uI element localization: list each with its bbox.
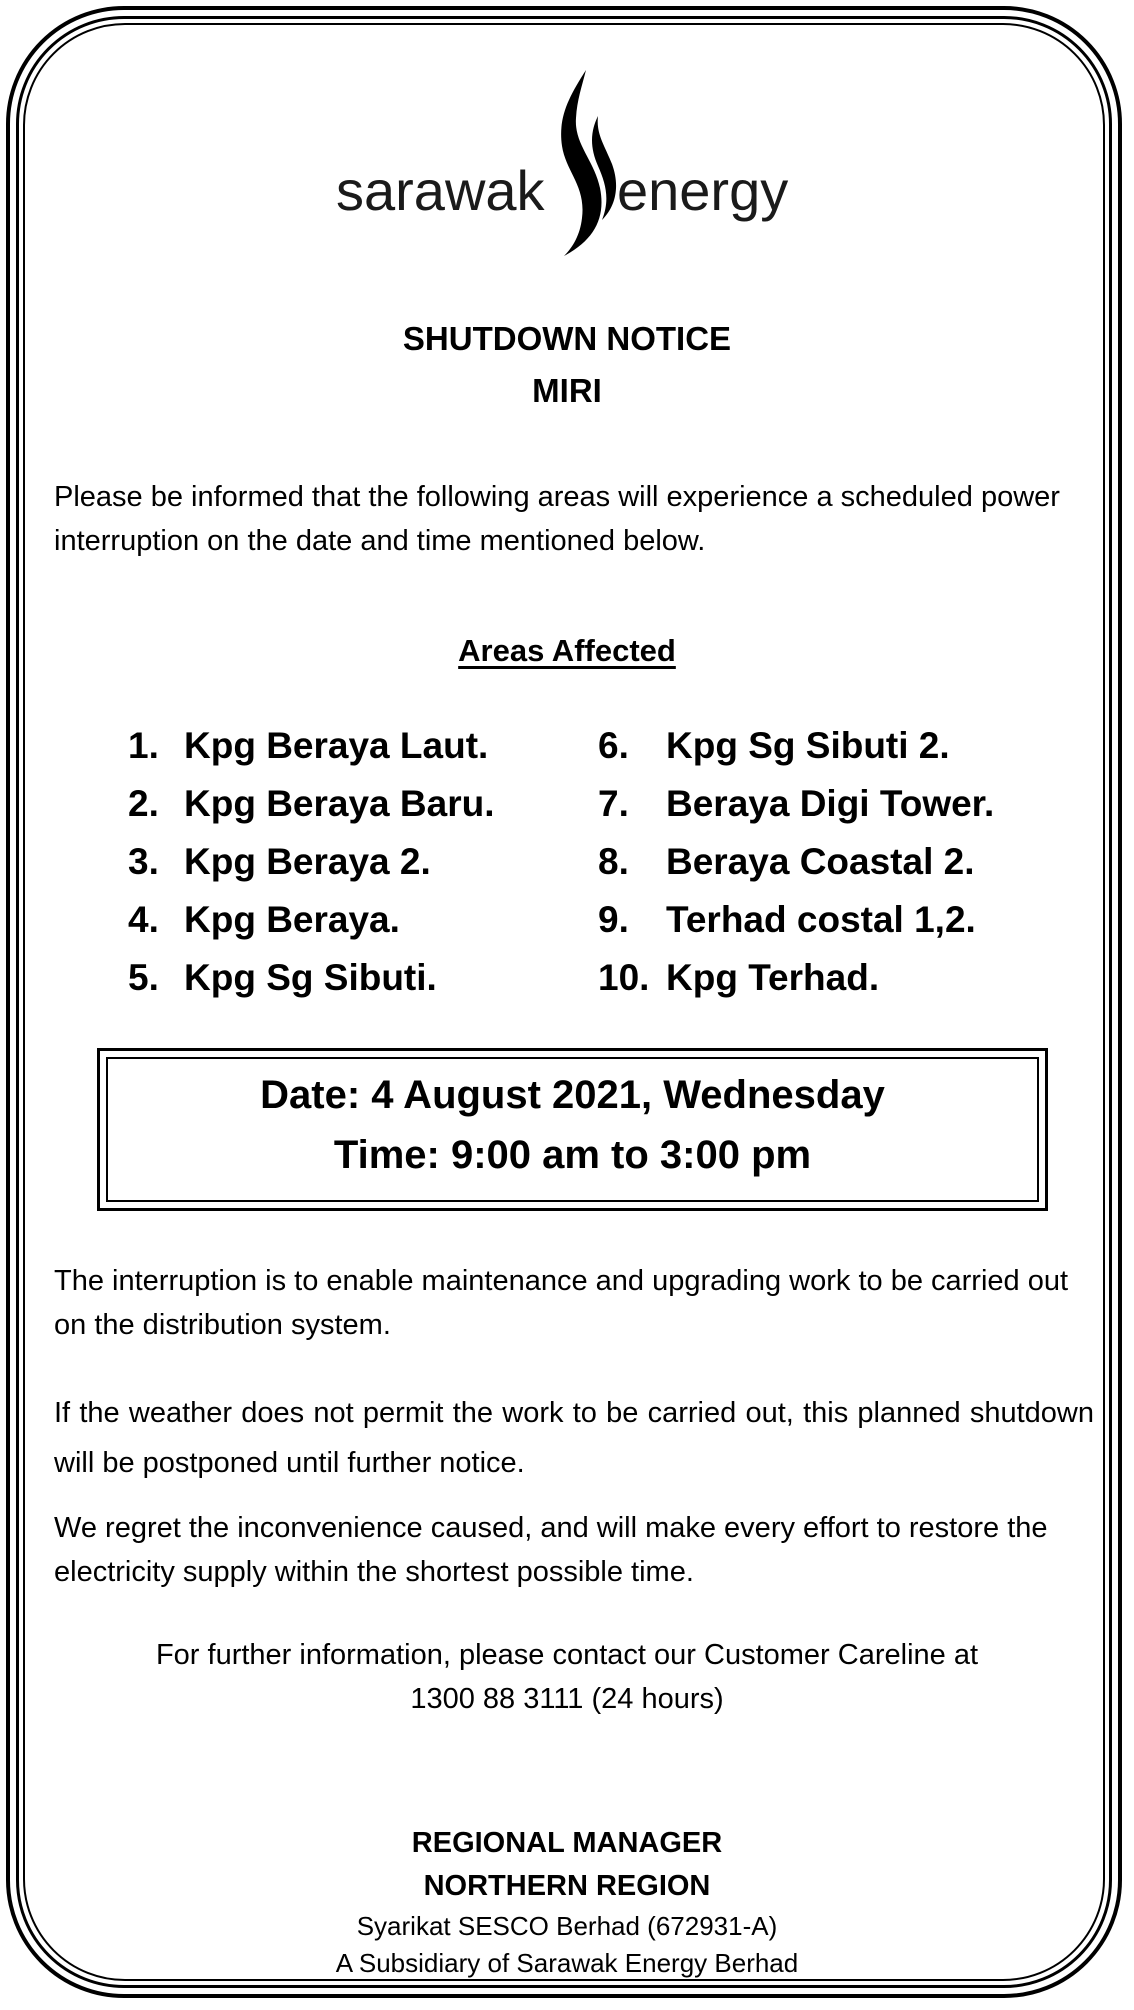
sarawak-energy-logo <box>0 68 1134 258</box>
notice-title: SHUTDOWN NOTICE <box>402 320 732 357</box>
list-item <box>128 833 495 891</box>
list-item <box>128 949 495 1007</box>
list-item <box>128 717 495 775</box>
schedule-box <box>97 1048 1048 1211</box>
area-number: 3. <box>128 841 159 882</box>
weather-paragraph: If the weather does not permit the work to be carried out, this planned shutdown will be postponed until further notice. <box>54 1397 1094 1479</box>
notice-location: MIRI <box>532 372 602 409</box>
area-name: Kpg Beraya Baru. <box>184 783 495 824</box>
notice-title-block <box>0 313 1134 417</box>
regret-paragraph: We regret the inconvenience caused, and will make every effort to restore the electricity supply within the shortest possible time. <box>54 1512 1048 1588</box>
area-name: Kpg Beraya 2. <box>184 841 431 882</box>
area-number: 8. <box>598 841 629 882</box>
signoff-company: Syarikat SESCO Berhad (672931-A) <box>356 1911 778 1941</box>
signoff-subsidiary: A Subsidiary of Sarawak Energy Berhad <box>335 1948 799 1978</box>
areas-heading <box>0 633 1134 669</box>
areas-heading-text: Areas Affected <box>458 633 676 668</box>
logo-word-left: sarawak <box>336 159 545 222</box>
careline-number: 1300 88 3111 (24 hours) <box>410 1683 724 1715</box>
list-item <box>128 775 495 833</box>
area-number: 6. <box>598 725 629 766</box>
area-name: Kpg Beraya. <box>184 899 400 940</box>
area-name: Kpg Terhad. <box>666 957 880 998</box>
area-number: 4. <box>128 899 159 940</box>
area-name: Terhad costal 1,2. <box>666 899 976 940</box>
contact-block <box>0 1633 1134 1721</box>
area-name: Kpg Sg Sibuti. <box>184 957 437 998</box>
area-number: 5. <box>128 957 159 998</box>
flame-icon <box>540 68 620 258</box>
list-item <box>128 891 495 949</box>
area-number: 2. <box>128 783 159 824</box>
area-number: 10. <box>598 957 650 998</box>
area-number: 7. <box>598 783 629 824</box>
list-item <box>598 949 994 1007</box>
area-name: Beraya Coastal 2. <box>666 841 975 882</box>
logo-word-right: energy <box>617 159 789 222</box>
schedule-text <box>100 1065 1045 1185</box>
areas-list-left <box>128 717 495 1007</box>
list-item <box>598 775 994 833</box>
area-number: 1. <box>128 725 159 766</box>
area-name: Beraya Digi Tower. <box>666 783 995 824</box>
area-name: Kpg Beraya Laut. <box>184 725 489 766</box>
intro-paragraph: Please be informed that the following areas will experience a scheduled power interruption on the date and time mentioned below. <box>54 481 1060 557</box>
area-number: 9. <box>598 899 629 940</box>
area-name: Kpg Sg Sibuti 2. <box>666 725 950 766</box>
list-item <box>598 717 994 775</box>
schedule-date: Date: 4 August 2021, Wednesday <box>260 1073 885 1117</box>
signoff-block <box>0 1822 1134 1982</box>
reason-paragraph: The interruption is to enable maintenance and upgrading work to be carried out on the distribution system. <box>54 1265 1069 1341</box>
schedule-time: Time: 9:00 am to 3:00 pm <box>333 1133 812 1177</box>
signoff-title: REGIONAL MANAGER <box>411 1827 723 1859</box>
list-item <box>598 891 994 949</box>
signoff-region: NORTHERN REGION <box>423 1870 711 1902</box>
areas-list-right <box>598 717 994 1007</box>
list-item <box>598 833 994 891</box>
contact-line: For further information, please contact our Customer Careline at <box>155 1639 979 1671</box>
